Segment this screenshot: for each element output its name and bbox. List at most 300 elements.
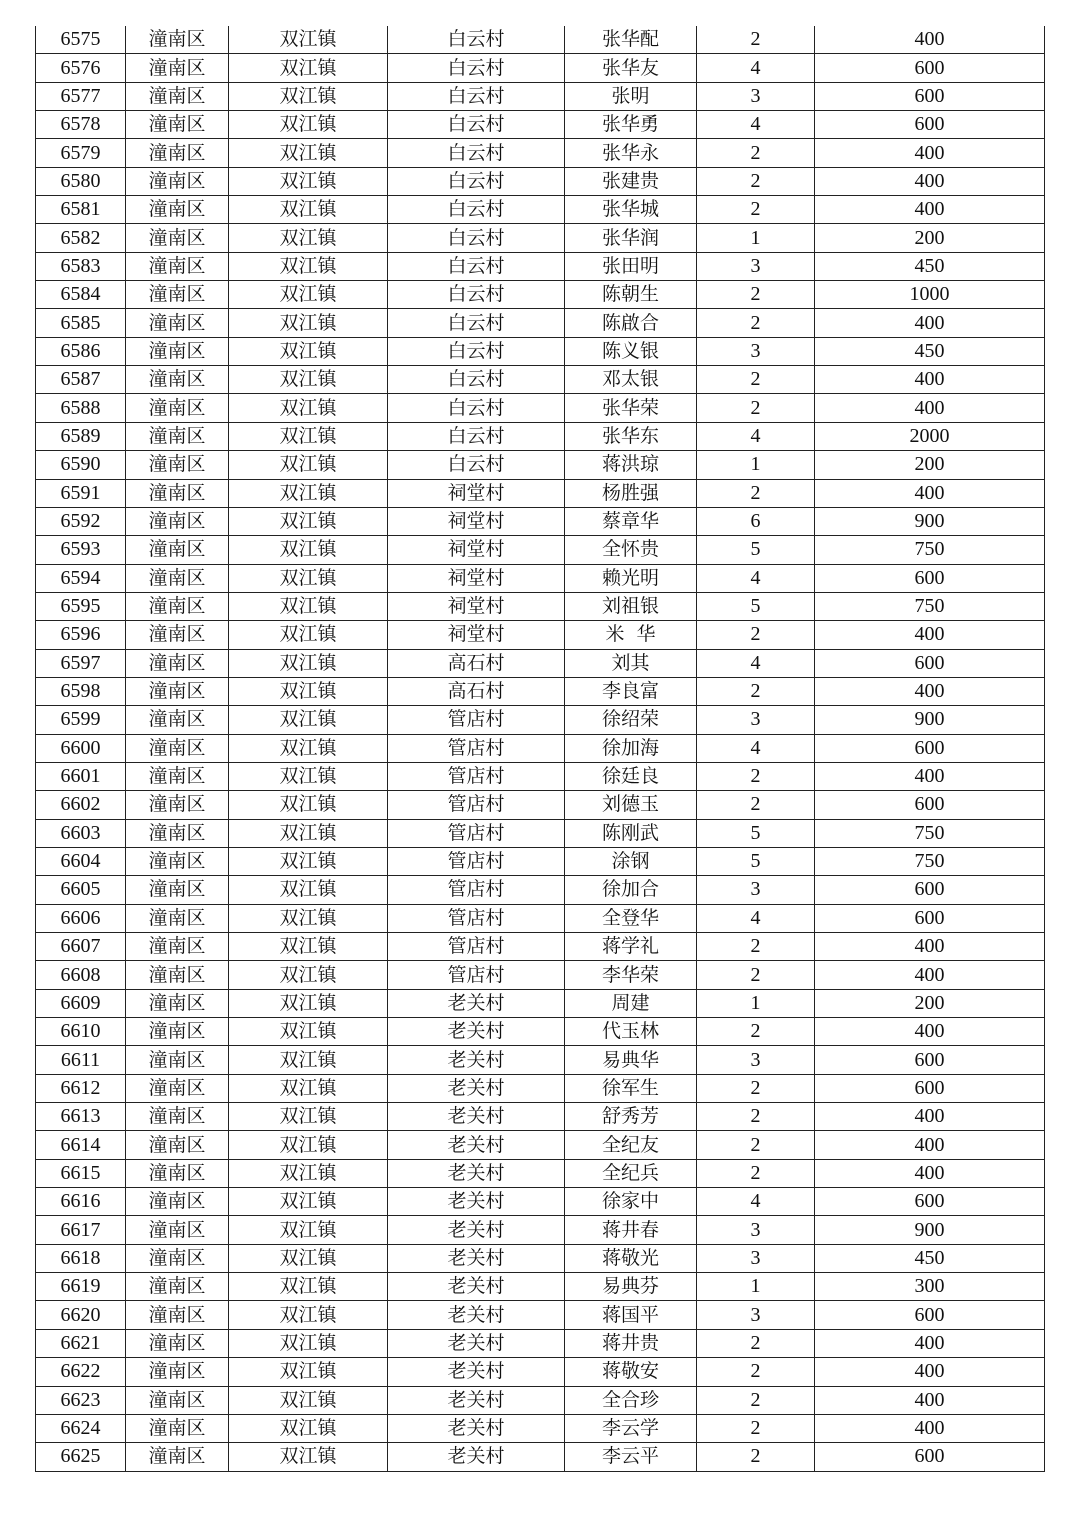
row-number-cell: 6602 xyxy=(36,791,126,819)
household-size-cell: 4 xyxy=(697,111,815,139)
amount-cell: 750 xyxy=(815,536,1045,564)
district-cell: 潼南区 xyxy=(126,876,229,904)
town-cell: 双江镇 xyxy=(229,139,388,167)
village-cell: 管店村 xyxy=(388,734,565,762)
town-cell: 双江镇 xyxy=(229,904,388,932)
district-cell: 潼南区 xyxy=(126,196,229,224)
row-number-cell: 6591 xyxy=(36,479,126,507)
town-cell: 双江镇 xyxy=(229,507,388,535)
household-size-cell: 2 xyxy=(697,196,815,224)
amount-cell: 400 xyxy=(815,26,1045,54)
town-cell: 双江镇 xyxy=(229,1046,388,1074)
amount-cell: 600 xyxy=(815,82,1045,110)
name-cell: 代玉林 xyxy=(565,1018,697,1046)
amount-cell: 400 xyxy=(815,762,1045,790)
household-size-cell: 2 xyxy=(697,933,815,961)
table-body xyxy=(36,26,1045,1471)
name-cell: 徐家中 xyxy=(565,1188,697,1216)
district-cell: 潼南区 xyxy=(126,847,229,875)
amount-cell: 600 xyxy=(815,1074,1045,1102)
village-cell: 白云村 xyxy=(388,167,565,195)
row-number-cell: 6580 xyxy=(36,167,126,195)
district-cell: 潼南区 xyxy=(126,1216,229,1244)
row-number-cell: 6620 xyxy=(36,1301,126,1329)
village-cell: 祠堂村 xyxy=(388,592,565,620)
village-cell: 祠堂村 xyxy=(388,479,565,507)
household-size-cell: 2 xyxy=(697,791,815,819)
amount-cell: 600 xyxy=(815,111,1045,139)
table-row xyxy=(36,762,1045,790)
amount-cell: 400 xyxy=(815,1131,1045,1159)
row-number-cell: 6599 xyxy=(36,706,126,734)
town-cell: 双江镇 xyxy=(229,451,388,479)
district-cell: 潼南区 xyxy=(126,507,229,535)
district-cell: 潼南区 xyxy=(126,366,229,394)
amount-cell: 200 xyxy=(815,989,1045,1017)
row-number-cell: 6578 xyxy=(36,111,126,139)
village-cell: 白云村 xyxy=(388,337,565,365)
household-size-cell: 3 xyxy=(697,876,815,904)
household-size-cell: 1 xyxy=(697,1273,815,1301)
row-number-cell: 6598 xyxy=(36,677,126,705)
table-row xyxy=(36,167,1045,195)
amount-cell: 600 xyxy=(815,791,1045,819)
district-cell: 潼南区 xyxy=(126,1103,229,1131)
amount-cell: 400 xyxy=(815,1103,1045,1131)
row-number-cell: 6597 xyxy=(36,649,126,677)
district-cell: 潼南区 xyxy=(126,762,229,790)
table-row xyxy=(36,847,1045,875)
table-row xyxy=(36,933,1045,961)
town-cell: 双江镇 xyxy=(229,337,388,365)
household-size-cell: 4 xyxy=(697,564,815,592)
table-row xyxy=(36,621,1045,649)
amount-cell: 400 xyxy=(815,621,1045,649)
town-cell: 双江镇 xyxy=(229,1301,388,1329)
name-cell: 陈朝生 xyxy=(565,281,697,309)
amount-cell: 200 xyxy=(815,224,1045,252)
town-cell: 双江镇 xyxy=(229,1273,388,1301)
row-number-cell: 6613 xyxy=(36,1103,126,1131)
table-row xyxy=(36,1329,1045,1357)
data-table xyxy=(35,26,1045,1472)
row-number-cell: 6595 xyxy=(36,592,126,620)
district-cell: 潼南区 xyxy=(126,1244,229,1272)
name-cell: 徐加海 xyxy=(565,734,697,762)
row-number-cell: 6618 xyxy=(36,1244,126,1272)
town-cell: 双江镇 xyxy=(229,394,388,422)
village-cell: 管店村 xyxy=(388,876,565,904)
village-cell: 白云村 xyxy=(388,252,565,280)
row-number-cell: 6619 xyxy=(36,1273,126,1301)
table-row xyxy=(36,394,1045,422)
district-cell: 潼南区 xyxy=(126,26,229,54)
table-row xyxy=(36,564,1045,592)
town-cell: 双江镇 xyxy=(229,734,388,762)
district-cell: 潼南区 xyxy=(126,252,229,280)
amount-cell: 600 xyxy=(815,564,1045,592)
name-cell: 全合珍 xyxy=(565,1386,697,1414)
district-cell: 潼南区 xyxy=(126,989,229,1017)
table-row xyxy=(36,451,1045,479)
amount-cell: 400 xyxy=(815,139,1045,167)
amount-cell: 400 xyxy=(815,1358,1045,1386)
household-size-cell: 2 xyxy=(697,677,815,705)
household-size-cell: 3 xyxy=(697,1301,815,1329)
name-cell: 舒秀芳 xyxy=(565,1103,697,1131)
district-cell: 潼南区 xyxy=(126,819,229,847)
household-size-cell: 3 xyxy=(697,1244,815,1272)
district-cell: 潼南区 xyxy=(126,479,229,507)
town-cell: 双江镇 xyxy=(229,1244,388,1272)
town-cell: 双江镇 xyxy=(229,1159,388,1187)
table-row xyxy=(36,1273,1045,1301)
household-size-cell: 2 xyxy=(697,366,815,394)
village-cell: 白云村 xyxy=(388,54,565,82)
row-number-cell: 6585 xyxy=(36,309,126,337)
town-cell: 双江镇 xyxy=(229,847,388,875)
village-cell: 老关村 xyxy=(388,1443,565,1471)
name-cell: 刘其 xyxy=(565,649,697,677)
row-number-cell: 6605 xyxy=(36,876,126,904)
town-cell: 双江镇 xyxy=(229,281,388,309)
table-row xyxy=(36,507,1045,535)
town-cell: 双江镇 xyxy=(229,706,388,734)
row-number-cell: 6579 xyxy=(36,139,126,167)
village-cell: 老关村 xyxy=(388,1188,565,1216)
table-row xyxy=(36,1244,1045,1272)
table-row xyxy=(36,734,1045,762)
district-cell: 潼南区 xyxy=(126,1131,229,1159)
household-size-cell: 5 xyxy=(697,847,815,875)
amount-cell: 200 xyxy=(815,451,1045,479)
table-row xyxy=(36,111,1045,139)
household-size-cell: 1 xyxy=(697,451,815,479)
village-cell: 白云村 xyxy=(388,366,565,394)
town-cell: 双江镇 xyxy=(229,1131,388,1159)
row-number-cell: 6584 xyxy=(36,281,126,309)
town-cell: 双江镇 xyxy=(229,54,388,82)
village-cell: 白云村 xyxy=(388,451,565,479)
household-size-cell: 2 xyxy=(697,167,815,195)
village-cell: 老关村 xyxy=(388,1329,565,1357)
name-cell: 张田明 xyxy=(565,252,697,280)
table-row xyxy=(36,649,1045,677)
household-size-cell: 2 xyxy=(697,621,815,649)
household-size-cell: 1 xyxy=(697,224,815,252)
village-cell: 祠堂村 xyxy=(388,507,565,535)
household-size-cell: 2 xyxy=(697,762,815,790)
district-cell: 潼南区 xyxy=(126,111,229,139)
town-cell: 双江镇 xyxy=(229,1358,388,1386)
amount-cell: 400 xyxy=(815,677,1045,705)
table-row xyxy=(36,791,1045,819)
town-cell: 双江镇 xyxy=(229,762,388,790)
town-cell: 双江镇 xyxy=(229,111,388,139)
amount-cell: 450 xyxy=(815,252,1045,280)
name-cell: 蒋学礼 xyxy=(565,933,697,961)
town-cell: 双江镇 xyxy=(229,1103,388,1131)
household-size-cell: 5 xyxy=(697,536,815,564)
town-cell: 双江镇 xyxy=(229,366,388,394)
name-cell: 蒋敬安 xyxy=(565,1358,697,1386)
name-cell: 赖光明 xyxy=(565,564,697,592)
village-cell: 管店村 xyxy=(388,961,565,989)
row-number-cell: 6590 xyxy=(36,451,126,479)
row-number-cell: 6589 xyxy=(36,422,126,450)
amount-cell: 450 xyxy=(815,337,1045,365)
amount-cell: 600 xyxy=(815,734,1045,762)
table-row xyxy=(36,26,1045,54)
table-row xyxy=(36,366,1045,394)
district-cell: 潼南区 xyxy=(126,621,229,649)
district-cell: 潼南区 xyxy=(126,536,229,564)
town-cell: 双江镇 xyxy=(229,196,388,224)
household-size-cell: 4 xyxy=(697,904,815,932)
town-cell: 双江镇 xyxy=(229,989,388,1017)
table-row xyxy=(36,1018,1045,1046)
amount-cell: 750 xyxy=(815,847,1045,875)
household-size-cell: 3 xyxy=(697,1046,815,1074)
table-row xyxy=(36,1386,1045,1414)
town-cell: 双江镇 xyxy=(229,167,388,195)
village-cell: 白云村 xyxy=(388,196,565,224)
table-row xyxy=(36,1443,1045,1471)
row-number-cell: 6609 xyxy=(36,989,126,1017)
amount-cell: 600 xyxy=(815,876,1045,904)
town-cell: 双江镇 xyxy=(229,1329,388,1357)
row-number-cell: 6624 xyxy=(36,1414,126,1442)
district-cell: 潼南区 xyxy=(126,933,229,961)
name-cell: 张华配 xyxy=(565,26,697,54)
name-cell: 全纪兵 xyxy=(565,1159,697,1187)
district-cell: 潼南区 xyxy=(126,961,229,989)
village-cell: 老关村 xyxy=(388,1301,565,1329)
town-cell: 双江镇 xyxy=(229,1018,388,1046)
district-cell: 潼南区 xyxy=(126,82,229,110)
name-cell: 蒋敬光 xyxy=(565,1244,697,1272)
district-cell: 潼南区 xyxy=(126,734,229,762)
amount-cell: 400 xyxy=(815,1414,1045,1442)
village-cell: 白云村 xyxy=(388,224,565,252)
household-size-cell: 2 xyxy=(697,1018,815,1046)
name-cell: 易典华 xyxy=(565,1046,697,1074)
town-cell: 双江镇 xyxy=(229,82,388,110)
district-cell: 潼南区 xyxy=(126,1018,229,1046)
name-cell: 周建 xyxy=(565,989,697,1017)
row-number-cell: 6594 xyxy=(36,564,126,592)
town-cell: 双江镇 xyxy=(229,1443,388,1471)
district-cell: 潼南区 xyxy=(126,1329,229,1357)
household-size-cell: 2 xyxy=(697,1358,815,1386)
household-size-cell: 2 xyxy=(697,394,815,422)
village-cell: 白云村 xyxy=(388,394,565,422)
household-size-cell: 3 xyxy=(697,252,815,280)
district-cell: 潼南区 xyxy=(126,1046,229,1074)
household-size-cell: 2 xyxy=(697,1131,815,1159)
name-cell: 蒋井春 xyxy=(565,1216,697,1244)
district-cell: 潼南区 xyxy=(126,1159,229,1187)
town-cell: 双江镇 xyxy=(229,819,388,847)
district-cell: 潼南区 xyxy=(126,592,229,620)
village-cell: 高石村 xyxy=(388,677,565,705)
amount-cell: 900 xyxy=(815,706,1045,734)
amount-cell: 600 xyxy=(815,54,1045,82)
table-row xyxy=(36,592,1045,620)
table-row xyxy=(36,252,1045,280)
row-number-cell: 6577 xyxy=(36,82,126,110)
amount-cell: 2000 xyxy=(815,422,1045,450)
row-number-cell: 6576 xyxy=(36,54,126,82)
row-number-cell: 6615 xyxy=(36,1159,126,1187)
name-cell: 易典芬 xyxy=(565,1273,697,1301)
row-number-cell: 6623 xyxy=(36,1386,126,1414)
household-size-cell: 4 xyxy=(697,649,815,677)
village-cell: 白云村 xyxy=(388,281,565,309)
table-row xyxy=(36,82,1045,110)
amount-cell: 1000 xyxy=(815,281,1045,309)
amount-cell: 600 xyxy=(815,1046,1045,1074)
village-cell: 管店村 xyxy=(388,706,565,734)
district-cell: 潼南区 xyxy=(126,394,229,422)
row-number-cell: 6600 xyxy=(36,734,126,762)
name-cell: 蔡章华 xyxy=(565,507,697,535)
name-cell: 李良富 xyxy=(565,677,697,705)
table-row xyxy=(36,819,1045,847)
town-cell: 双江镇 xyxy=(229,961,388,989)
household-size-cell: 2 xyxy=(697,26,815,54)
table-row xyxy=(36,139,1045,167)
household-size-cell: 3 xyxy=(697,82,815,110)
row-number-cell: 6621 xyxy=(36,1329,126,1357)
amount-cell: 600 xyxy=(815,1188,1045,1216)
village-cell: 老关村 xyxy=(388,1103,565,1131)
table-row xyxy=(36,1046,1045,1074)
name-cell: 全怀贵 xyxy=(565,536,697,564)
row-number-cell: 6603 xyxy=(36,819,126,847)
town-cell: 双江镇 xyxy=(229,479,388,507)
row-number-cell: 6616 xyxy=(36,1188,126,1216)
name-cell: 杨胜强 xyxy=(565,479,697,507)
row-number-cell: 6610 xyxy=(36,1018,126,1046)
amount-cell: 900 xyxy=(815,1216,1045,1244)
name-cell: 徐绍荣 xyxy=(565,706,697,734)
household-size-cell: 1 xyxy=(697,989,815,1017)
household-size-cell: 2 xyxy=(697,1103,815,1131)
household-size-cell: 2 xyxy=(697,139,815,167)
amount-cell: 400 xyxy=(815,309,1045,337)
amount-cell: 400 xyxy=(815,394,1045,422)
district-cell: 潼南区 xyxy=(126,706,229,734)
amount-cell: 600 xyxy=(815,904,1045,932)
table-row xyxy=(36,281,1045,309)
household-size-cell: 4 xyxy=(697,422,815,450)
amount-cell: 750 xyxy=(815,592,1045,620)
village-cell: 老关村 xyxy=(388,1159,565,1187)
town-cell: 双江镇 xyxy=(229,933,388,961)
town-cell: 双江镇 xyxy=(229,26,388,54)
name-cell: 蒋国平 xyxy=(565,1301,697,1329)
amount-cell: 900 xyxy=(815,507,1045,535)
village-cell: 老关村 xyxy=(388,1358,565,1386)
row-number-cell: 6607 xyxy=(36,933,126,961)
amount-cell: 750 xyxy=(815,819,1045,847)
district-cell: 潼南区 xyxy=(126,791,229,819)
village-cell: 管店村 xyxy=(388,933,565,961)
town-cell: 双江镇 xyxy=(229,592,388,620)
town-cell: 双江镇 xyxy=(229,422,388,450)
amount-cell: 400 xyxy=(815,479,1045,507)
household-size-cell: 2 xyxy=(697,309,815,337)
amount-cell: 400 xyxy=(815,961,1045,989)
table-row xyxy=(36,876,1045,904)
town-cell: 双江镇 xyxy=(229,621,388,649)
table-row xyxy=(36,224,1045,252)
table-row xyxy=(36,479,1045,507)
district-cell: 潼南区 xyxy=(126,281,229,309)
row-number-cell: 6601 xyxy=(36,762,126,790)
table-row xyxy=(36,422,1045,450)
town-cell: 双江镇 xyxy=(229,1386,388,1414)
village-cell: 老关村 xyxy=(388,1216,565,1244)
household-size-cell: 6 xyxy=(697,507,815,535)
town-cell: 双江镇 xyxy=(229,224,388,252)
row-number-cell: 6622 xyxy=(36,1358,126,1386)
table-row xyxy=(36,961,1045,989)
table-row xyxy=(36,337,1045,365)
name-cell: 陈啟合 xyxy=(565,309,697,337)
row-number-cell: 6604 xyxy=(36,847,126,875)
name-cell: 李华荣 xyxy=(565,961,697,989)
district-cell: 潼南区 xyxy=(126,1386,229,1414)
row-number-cell: 6612 xyxy=(36,1074,126,1102)
household-size-cell: 3 xyxy=(697,337,815,365)
village-cell: 老关村 xyxy=(388,1244,565,1272)
district-cell: 潼南区 xyxy=(126,1443,229,1471)
town-cell: 双江镇 xyxy=(229,677,388,705)
village-cell: 老关村 xyxy=(388,1046,565,1074)
district-cell: 潼南区 xyxy=(126,309,229,337)
table-row xyxy=(36,1414,1045,1442)
household-size-cell: 3 xyxy=(697,706,815,734)
town-cell: 双江镇 xyxy=(229,309,388,337)
table-row xyxy=(36,1358,1045,1386)
row-number-cell: 6606 xyxy=(36,904,126,932)
table-row xyxy=(36,677,1045,705)
village-cell: 白云村 xyxy=(388,111,565,139)
district-cell: 潼南区 xyxy=(126,1301,229,1329)
household-size-cell: 3 xyxy=(697,1216,815,1244)
town-cell: 双江镇 xyxy=(229,536,388,564)
town-cell: 双江镇 xyxy=(229,1188,388,1216)
row-number-cell: 6596 xyxy=(36,621,126,649)
household-size-cell: 4 xyxy=(697,1188,815,1216)
village-cell: 白云村 xyxy=(388,26,565,54)
household-size-cell: 5 xyxy=(697,592,815,620)
village-cell: 老关村 xyxy=(388,1386,565,1414)
table-row xyxy=(36,989,1045,1017)
household-size-cell: 2 xyxy=(697,479,815,507)
village-cell: 白云村 xyxy=(388,422,565,450)
village-cell: 祠堂村 xyxy=(388,536,565,564)
name-cell: 张华永 xyxy=(565,139,697,167)
household-size-cell: 2 xyxy=(697,1443,815,1471)
village-cell: 老关村 xyxy=(388,1131,565,1159)
village-cell: 白云村 xyxy=(388,139,565,167)
district-cell: 潼南区 xyxy=(126,1358,229,1386)
amount-cell: 400 xyxy=(815,933,1045,961)
row-number-cell: 6608 xyxy=(36,961,126,989)
